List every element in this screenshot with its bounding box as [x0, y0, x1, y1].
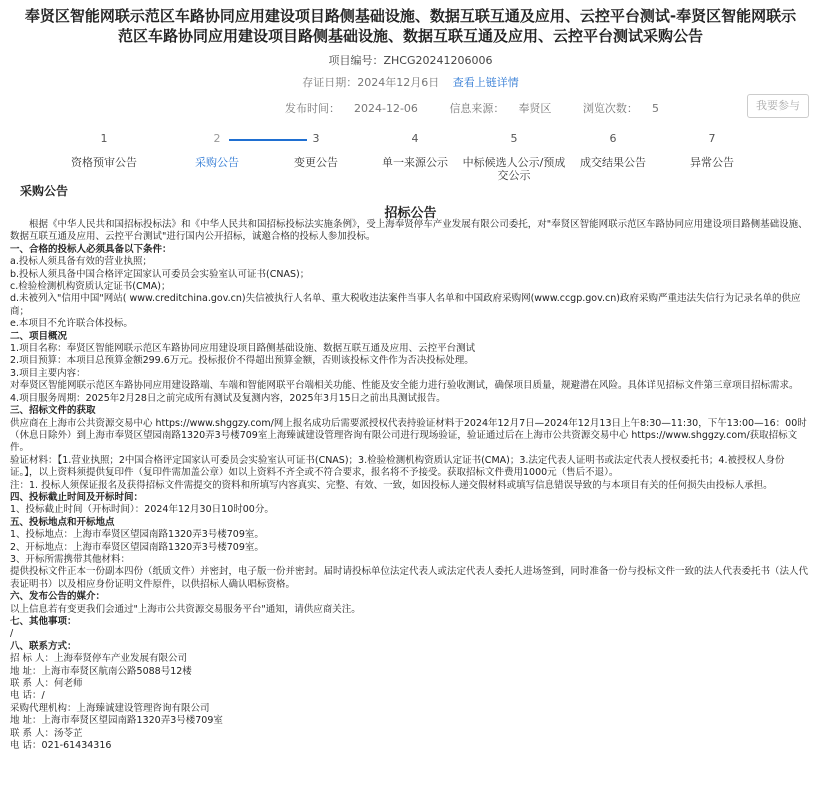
paragraph: 3、开标所需携带其他材料： [10, 553, 131, 565]
section-title: 采购公告 [20, 184, 69, 198]
paragraph: 2.项目预算：本项目总预算金额299.6万元。投标报价不得超出预算金额，否则该投标文件作为否决投标处理。 [10, 355, 474, 367]
process-steps [0, 132, 821, 182]
deposit-date: 2024年12月6日 [357, 76, 440, 89]
step-label: 成交结果公告 [580, 156, 646, 169]
document-heading: 招标公告 [384, 206, 437, 221]
project-number [0, 52, 821, 68]
document-body [10, 219, 811, 752]
page-title: 奉贤区智能网联示范区车路协同应用建设项目路侧基础设施、数据互联互通及应用、云控平台测试-奉贤区智能网联示范区车路协同应用建设项目路侧基础设施、数据互联互通及应用、云控平台测试采购公告 [24, 7, 797, 45]
paragraph: 1、投标截止时间（开标时间）：2024年12月30日10时00分。 [10, 504, 274, 516]
paragraph: 注：1. 投标人须保证报名及获得招标文件需提交的资料和所填写内容真实、完整、有效、一致，如因投标人递交假材料或填写信息错误导致的与本项目有关的任何损失由投标人承担。 [10, 479, 773, 491]
paragraph: 提供投标文件正本一份副本四份（纸质文件）并密封，电子版一份并密封。届时请投标单位法定代表人或法定代表人委托人进场签到，同时准备一份与投标文件一致的法人代表委托书（法人代表证明书）以及相应身份证明文件原件，以供招标人确认唱标资格。 [10, 566, 809, 590]
paragraph: 验证材料：【1.营业执照；2中国合格评定国家认可委员会实验室认可证书(CNAS)；3.检验检测机构资质认定证书(CMA)；3.法定代表人证明书或法定代表人授权委托书；4.被授权人身份证。】，以上资料须提供复印件（复印件需加盖公章）如以上资料不齐全或不符合要求，报名将不予接受。获取招标文件费用1000元（售后不退）。 [10, 454, 785, 479]
step-label: 中标候选人公示/预成交公示 [462, 156, 566, 182]
views-label: 浏览次数： [582, 102, 638, 115]
contact-line: 采购代理机构：上海臻诚建设管理咨询有限公司 [10, 702, 210, 714]
views-count: 5 [651, 102, 659, 115]
paragraph: 2、开标地点：上海市奉贤区望园南路1320弄3号楼709室。 [10, 541, 264, 553]
publish-label: 发布时间： [285, 102, 340, 115]
step-number: 5 [510, 132, 518, 145]
paragraph: d.未被列入"信用中国"网站( www.creditchina.gov.cn)失信被执行人名单、重大税收违法案件当事人名单和中国政府采购网(www.ccgp.gov.cn)政府采购严重违法失信行为记录名单的供应商； [10, 293, 801, 317]
step-exception-notice[interactable] [657, 132, 767, 169]
paragraph: / [10, 628, 14, 640]
paragraph: 3.项目主要内容： [10, 367, 86, 379]
section-heading: 二、项目概况 [10, 330, 68, 342]
step-qualification-notice[interactable] [49, 132, 159, 169]
step-number: 1 [100, 132, 108, 145]
paragraph: 4.项目服务周期：2025年2月28日之前完成所有测试及复测内容，2025年3月15日之前出具测试报告。 [10, 392, 446, 404]
step-label: 单一来源公示 [382, 156, 448, 169]
section-heading: 一、合格的投标人必须具备以下条件： [10, 243, 172, 255]
step-procurement-notice[interactable] [162, 132, 272, 169]
publish-date: 2024-12-06 [354, 102, 418, 115]
section-heading: 四、投标截止时间及开标时间： [10, 491, 144, 503]
paragraph: a.投标人须具备有效的营业执照； [10, 256, 152, 268]
paragraph: 对奉贤区智能网联示范区车路协同应用建设路端、车端和智能网联平台端相关功能、性能及安全能力进行验收测试，确保项目质量，规避潜在风险。具体详见招标文件第三章项目招标需求。 [10, 380, 799, 392]
step-label: 采购公告 [195, 156, 239, 169]
contact-line: 电 话：/ [10, 690, 45, 702]
step-number: 4 [411, 132, 419, 145]
section-heading: 六、发布公告的媒介： [10, 591, 106, 603]
paragraph: e.本项目不允许联合体投标。 [10, 318, 133, 330]
join-button[interactable]: 我要参与 [747, 94, 809, 118]
deposit-info [0, 74, 821, 90]
step-number: 7 [708, 132, 716, 145]
section-heading: 五、投标地点和开标地点 [10, 516, 115, 528]
section-heading: 七、其他事项： [10, 616, 77, 627]
contact-line: 联 系 人：汤苓芷 [10, 727, 83, 739]
paragraph: c.检验检测机构资质认定证书(CMA)； [10, 281, 171, 293]
section-heading: 三、招标文件的获取 [10, 405, 96, 417]
step-label: 资格预审公告 [71, 156, 137, 169]
step-result-notice[interactable] [558, 132, 668, 169]
paragraph: 1.项目名称：奉贤区智能网联示范区车路协同应用建设项目路侧基础设施、数据互联互通及应用、云控平台测试 [10, 343, 476, 355]
paragraph: 以上信息若有变更我们会通过"上海市公共资源交易服务平台"通知，请供应商关注。 [10, 603, 361, 615]
chain-details-link[interactable]: 查看上链详情 [452, 76, 519, 89]
paragraph: b.投标人须具备中国合格评定国家认可委员会实验室认可证书(CNAS)； [10, 268, 310, 280]
contact-line: 地 址：上海市奉贤区航南公路5088号12楼 [10, 665, 192, 677]
publish-info [285, 100, 687, 116]
step-label: 异常公告 [690, 156, 734, 169]
section-heading: 八、联系方式： [10, 640, 77, 652]
intro-paragraph: 根据《中华人民共和国招标投标法》和《中华人民共和国招标投标法实施条例》，受上海奉贤停车产业发展有限公司委托，对"奉贤区智能网联示范区车路协同应用建设项目路侧基础设施、数据互联互通及应用、云控平台测试"进行国内公开招标，诚邀合格的投标人参加投标。 [10, 219, 808, 243]
step-candidate-notice[interactable] [459, 132, 569, 182]
project-number-value: ZHCG20241206006 [383, 54, 493, 67]
step-number: 3 [312, 132, 320, 145]
source-value: 奉贤区 [518, 102, 552, 115]
contact-line: 联 系 人：何老师 [10, 678, 83, 690]
step-number: 2 [213, 132, 221, 145]
step-single-source[interactable] [360, 132, 470, 169]
contact-line: 招 标 人：上海奉贤停车产业发展有限公司 [10, 653, 188, 665]
contact-line: 电 话：021-61434316 [10, 740, 112, 752]
contact-line: 地 址：上海市奉贤区望园南路1320弄3号楼709室 [10, 715, 223, 727]
project-number-label: 项目编号： [328, 54, 384, 67]
step-change-notice[interactable] [261, 132, 371, 169]
source-label: 信息来源： [449, 102, 505, 115]
paragraph: 1、投标地点：上海市奉贤区望园南路1320弄3号楼709室。 [10, 529, 264, 541]
deposit-label: 存证日期： [302, 76, 358, 89]
step-number: 6 [609, 132, 617, 145]
step-label: 变更公告 [294, 156, 338, 169]
paragraph: 供应商在上海市公共资源交易中心 https://www.shggzy.com/网上报名成功后需要派授权代表持验证材料于2024年12月7日—2024年12月13日上午8:30—11:30，下午13:00—16：00时（休息日除外）到上海市奉贤区望园南路1320弄3号楼709室上海臻诚建设管理咨询有限公司进行现场验证，验证通过后在上海市公共资源交易中心 https://www.shggzy.com/获取招标文件。 [10, 417, 807, 454]
